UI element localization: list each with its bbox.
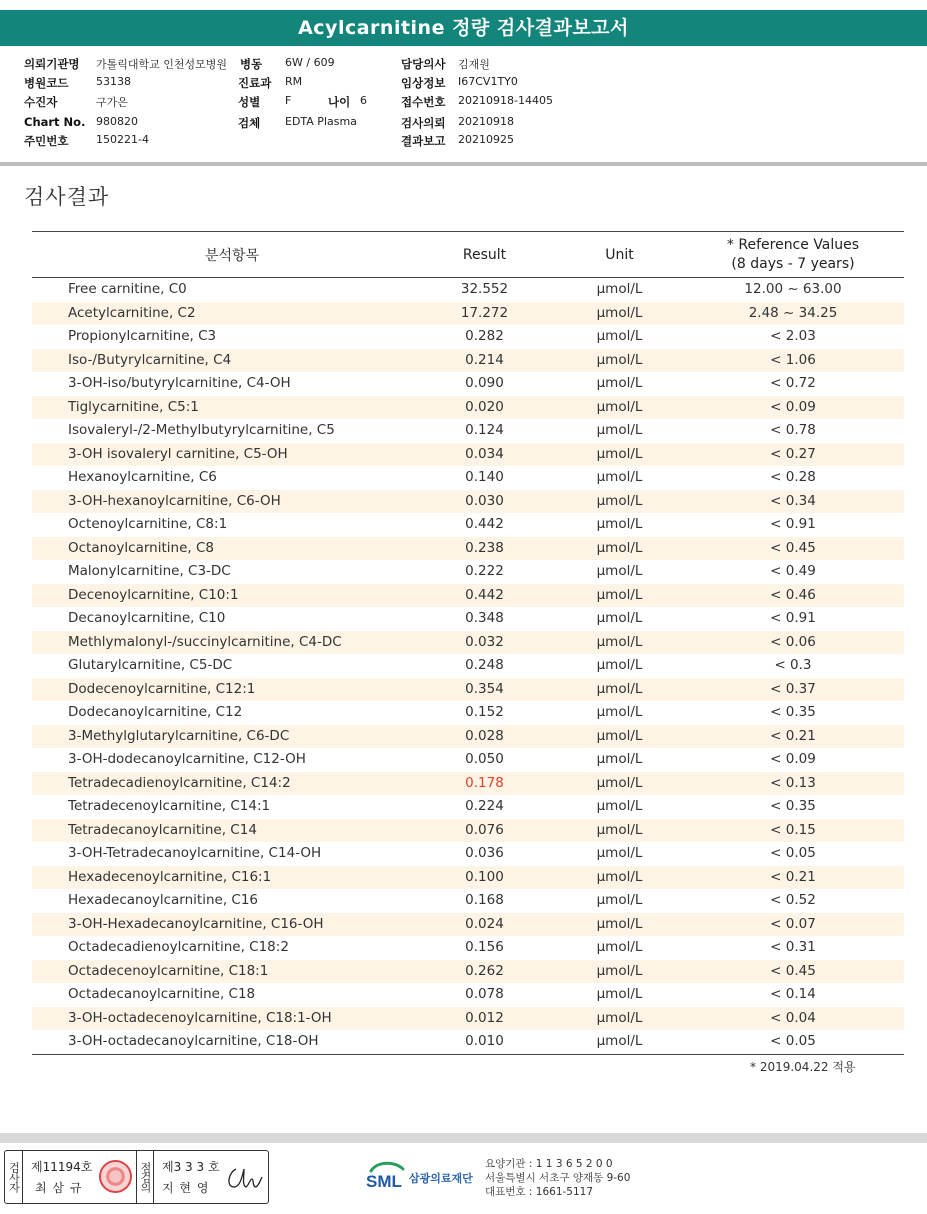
- analyte-name: 3-OH-octadecanoylcarnitine, C18-OH: [68, 1033, 319, 1049]
- unit-value: μmol/L: [596, 986, 643, 1002]
- analyte-name: Dodecenoylcarnitine, C12:1: [68, 680, 256, 697]
- examiner-license: 제11194호: [31, 1160, 93, 1174]
- result-value: 0.050: [465, 751, 504, 767]
- unit-value: μmol/L: [596, 962, 643, 979]
- result-value: 0.028: [465, 727, 504, 744]
- reference-value: < 2.03: [770, 328, 816, 344]
- unit-value: μmol/L: [596, 281, 643, 297]
- header-result: Result: [462, 246, 507, 263]
- table-row: [32, 513, 904, 537]
- table-row: [32, 889, 904, 913]
- reference-value: < 0.15: [770, 821, 816, 838]
- reference-footnote: * 2019.04.22 적용: [750, 1060, 856, 1074]
- ward-label: 병동: [240, 57, 263, 71]
- report-date-label: 결과보고: [401, 134, 446, 148]
- examiner-label: 검사자: [5, 1151, 23, 1203]
- unit-value: μmol/L: [596, 892, 643, 908]
- table-row: [32, 560, 904, 584]
- resident-no-label: 주민번호: [24, 134, 69, 148]
- chart-no-label: Chart No.: [24, 115, 86, 129]
- result-value: 0.020: [465, 398, 504, 415]
- analyte-name: Octenoylcarnitine, C8:1: [68, 516, 228, 532]
- department-value: RM: [285, 75, 303, 88]
- unit-value: μmol/L: [596, 516, 643, 532]
- unit-value: μmol/L: [596, 445, 643, 462]
- analyte-name: 3-OH-dodecanoylcarnitine, C12-OH: [68, 751, 306, 767]
- result-value: 0.012: [465, 1009, 504, 1026]
- result-value: 0.248: [465, 657, 504, 673]
- unit-value: μmol/L: [596, 1009, 643, 1026]
- analyte-name: 3-OH-Hexadecanoylcarnitine, C16-OH: [68, 915, 324, 932]
- result-value: 0.348: [465, 610, 504, 626]
- analyte-name: 3-OH-iso/butyrylcarnitine, C4-OH: [68, 375, 291, 391]
- analyte-name: 3-OH-hexanoylcarnitine, C6-OH: [68, 492, 281, 509]
- reference-value: < 0.04: [770, 1009, 816, 1026]
- analyte-name: Tiglycarnitine, C5:1: [68, 398, 199, 415]
- table-row: [32, 819, 904, 843]
- reference-value: < 0.05: [770, 845, 816, 861]
- resident-no-value: 150221-4: [96, 133, 149, 146]
- result-value: 0.090: [465, 375, 504, 391]
- header-reference: [682, 232, 904, 277]
- analyte-name: 3-OH-octadecenoylcarnitine, C18:1-OH: [68, 1009, 332, 1026]
- table-row: [32, 537, 904, 561]
- reference-value: < 0.91: [770, 516, 816, 532]
- table-row: [32, 278, 904, 302]
- unit-value: μmol/L: [596, 586, 643, 603]
- unit-value: μmol/L: [596, 939, 643, 955]
- clinical-info-label: 임상정보: [401, 76, 446, 90]
- unit-value: μmol/L: [596, 821, 643, 838]
- analyte-name: Isovaleryl-/2-Methylbutyrylcarnitine, C5: [68, 422, 335, 438]
- reference-value: < 0.52: [770, 892, 816, 908]
- signature-box: [4, 1150, 269, 1204]
- analyte-name: Methlymalonyl-/succinylcarnitine, C4-DC: [68, 633, 342, 650]
- table-row: [32, 701, 904, 725]
- result-value: 32.552: [460, 281, 509, 297]
- result-value: 0.124: [465, 422, 504, 438]
- results-table: [32, 231, 904, 1055]
- unit-value: μmol/L: [596, 563, 643, 579]
- unit-value: μmol/L: [596, 680, 643, 697]
- table-row: [32, 795, 904, 819]
- unit-value: μmol/L: [596, 915, 643, 932]
- results-table-body: [32, 278, 904, 1054]
- table-row: [32, 842, 904, 866]
- analyte-name: Octadecadienoylcarnitine, C18:2: [68, 939, 289, 955]
- table-row: [32, 372, 904, 396]
- unit-value: μmol/L: [596, 375, 643, 391]
- unit-value: μmol/L: [596, 422, 643, 438]
- unit-value: μmol/L: [596, 492, 643, 509]
- footer-divider: [0, 1133, 927, 1143]
- reference-value: < 0.13: [770, 774, 816, 791]
- table-row: [32, 584, 904, 608]
- analyte-name: Hexadecenoylcarnitine, C16:1: [68, 868, 272, 885]
- analyte-name: Hexanoylcarnitine, C6: [68, 469, 217, 485]
- analyte-name: Acetylcarnitine, C2: [68, 304, 196, 321]
- lab-contact: [485, 1157, 630, 1199]
- table-row: [32, 349, 904, 373]
- analyte-name: Iso-/Butyrylcarnitine, C4: [68, 351, 232, 368]
- result-value: 0.078: [465, 986, 504, 1002]
- examiner-name: 최 삼 규: [35, 1181, 83, 1195]
- reference-value: 12.00 ~ 63.00: [744, 281, 842, 297]
- reviewer-license: 제3 3 3 호: [162, 1160, 220, 1174]
- unit-value: μmol/L: [596, 657, 643, 673]
- result-value: 0.442: [465, 516, 504, 532]
- request-date-label: 검사의뢰: [401, 116, 446, 130]
- analyte-name: 3-OH-Tetradecanoylcarnitine, C14-OH: [68, 845, 322, 861]
- department-label: 진료과: [238, 76, 272, 90]
- analyte-name: Free carnitine, C0: [68, 281, 187, 297]
- result-value: 0.140: [465, 469, 504, 485]
- result-value: 0.152: [465, 704, 504, 720]
- reference-value: < 0.09: [770, 751, 816, 767]
- unit-value: μmol/L: [596, 351, 643, 368]
- header-reference-title: * Reference Values: [726, 236, 860, 253]
- reference-value: < 0.72: [770, 375, 816, 391]
- table-row: [32, 419, 904, 443]
- table-row: [32, 772, 904, 796]
- analyte-name: Malonylcarnitine, C3-DC: [68, 563, 231, 579]
- table-row: [32, 396, 904, 420]
- examiner-seal-icon: [99, 1160, 132, 1193]
- lab-footer: [365, 1157, 925, 1202]
- analyte-name: 3-OH isovaleryl carnitine, C5-OH: [68, 445, 288, 462]
- sml-logo-text: SML: [366, 1172, 402, 1191]
- patient-info: [0, 52, 927, 154]
- analyte-name: Octadecenoylcarnitine, C18:1: [68, 962, 269, 979]
- age-label: 나이: [328, 95, 351, 109]
- result-value: 0.034: [465, 445, 504, 462]
- reference-value: < 0.21: [770, 727, 816, 744]
- lab-phone: 대표번호 : 1661-5117: [485, 1186, 594, 1198]
- reviewer-label: 점검의: [136, 1151, 154, 1203]
- table-row: [32, 725, 904, 749]
- unit-value: μmol/L: [596, 845, 643, 861]
- reference-value: < 0.09: [770, 398, 816, 415]
- header-reference-range: (8 days - 7 years): [731, 255, 855, 272]
- header-item: 분석항목: [204, 247, 260, 264]
- result-value: 0.100: [465, 868, 504, 885]
- result-value: 17.272: [460, 304, 509, 321]
- reference-value: < 0.21: [770, 868, 816, 885]
- reference-value: < 0.27: [770, 445, 816, 462]
- reference-value: < 0.31: [770, 939, 816, 955]
- report-title: Acylcarnitine 정량 검사결과보고서: [0, 10, 927, 46]
- examinee-label: 수진자: [24, 95, 58, 109]
- results-section-title: 검사결과: [24, 185, 110, 209]
- table-row: [32, 654, 904, 678]
- header-divider: [0, 162, 927, 166]
- header-unit: Unit: [605, 246, 634, 263]
- result-value: 0.214: [465, 351, 504, 368]
- result-value: 0.222: [465, 563, 504, 579]
- sml-logo-icon: [365, 1159, 411, 1195]
- analyte-name: 3-Methylglutarylcarnitine, C6-DC: [68, 727, 290, 744]
- doctor-value: 김재원: [458, 58, 490, 71]
- table-row: [32, 302, 904, 326]
- receipt-no-label: 접수번호: [401, 95, 446, 109]
- institution-value: 가톨릭대학교 인천성모병원: [96, 58, 228, 71]
- ward-value: 6W / 609: [285, 56, 335, 69]
- reference-value: < 0.46: [770, 586, 816, 603]
- sex-value: F: [285, 94, 292, 107]
- institution-label: 의뢰기관명: [24, 57, 80, 71]
- table-row: [32, 960, 904, 984]
- unit-value: μmol/L: [596, 539, 643, 556]
- table-row: [32, 490, 904, 514]
- result-value: 0.238: [465, 539, 504, 556]
- reference-value: < 0.78: [770, 422, 816, 438]
- hospital-code-label: 병원코드: [24, 76, 69, 90]
- chart-no-value: 980820: [96, 115, 138, 128]
- table-row: [32, 631, 904, 655]
- analyte-name: Tetradecadienoylcarnitine, C14:2: [68, 774, 291, 791]
- receipt-no-value: 20210918-14405: [458, 94, 553, 107]
- result-value: 0.010: [465, 1033, 504, 1049]
- lab-agency-no: 요양기관 : 1 1 3 6 5 2 0 0: [485, 1158, 613, 1170]
- unit-value: μmol/L: [596, 751, 643, 767]
- table-row: [32, 1030, 904, 1054]
- age-value: 6: [360, 94, 367, 107]
- result-value: 0.168: [465, 892, 504, 908]
- doctor-label: 담당의사: [401, 57, 446, 71]
- table-row: [32, 913, 904, 937]
- analyte-name: Decanoylcarnitine, C10: [68, 610, 226, 626]
- analyte-name: Tetradecenoylcarnitine, C14:1: [68, 798, 271, 814]
- table-row: [32, 678, 904, 702]
- sex-label: 성별: [238, 95, 261, 109]
- reference-value: < 0.35: [770, 798, 816, 814]
- result-value: 0.156: [465, 939, 504, 955]
- request-date-value: 20210918: [458, 115, 514, 128]
- hospital-code-value: 53138: [96, 75, 131, 88]
- unit-value: μmol/L: [596, 398, 643, 415]
- unit-value: μmol/L: [596, 727, 643, 744]
- reference-value: < 0.28: [770, 469, 816, 485]
- reviewer-name: 지 현 영: [162, 1181, 210, 1195]
- unit-value: μmol/L: [596, 610, 643, 626]
- specimen-label: 검체: [238, 116, 261, 130]
- reference-value: < 0.34: [770, 492, 816, 509]
- reference-value: < 0.06: [770, 633, 816, 650]
- result-value: 0.262: [465, 962, 504, 979]
- unit-value: μmol/L: [596, 798, 643, 814]
- result-value: 0.032: [465, 633, 504, 650]
- reference-value: < 0.45: [770, 962, 816, 979]
- results-table-header: [32, 231, 904, 278]
- unit-value: μmol/L: [596, 774, 643, 791]
- reference-value: 2.48 ~ 34.25: [748, 304, 838, 321]
- reference-value: < 0.45: [770, 539, 816, 556]
- unit-value: μmol/L: [596, 304, 643, 321]
- lab-name: 삼광의료재단: [409, 1172, 473, 1185]
- unit-value: μmol/L: [596, 328, 643, 344]
- analyte-name: Dodecanoylcarnitine, C12: [68, 704, 243, 720]
- reference-value: < 0.07: [770, 915, 816, 932]
- result-value: 0.282: [465, 328, 504, 344]
- table-row: [32, 1007, 904, 1031]
- table-row: [32, 983, 904, 1007]
- analyte-name: Glutarylcarnitine, C5-DC: [68, 657, 233, 673]
- clinical-info-value: I67CV1TY0: [458, 75, 518, 88]
- result-value: 0.224: [465, 798, 504, 814]
- specimen-value: EDTA Plasma: [285, 115, 357, 128]
- table-row: [32, 466, 904, 490]
- reference-value: < 0.05: [770, 1033, 816, 1049]
- table-row: [32, 607, 904, 631]
- result-value: 0.354: [465, 680, 504, 697]
- table-row: [32, 866, 904, 890]
- table-row: [32, 936, 904, 960]
- reference-value: < 0.3: [774, 657, 812, 673]
- result-value: 0.030: [465, 492, 504, 509]
- table-row: [32, 748, 904, 772]
- analyte-name: Decenoylcarnitine, C10:1: [68, 586, 239, 603]
- analyte-name: Propionylcarnitine, C3: [68, 328, 217, 344]
- reference-value: < 0.49: [770, 563, 816, 579]
- reference-value: < 1.06: [770, 351, 816, 368]
- unit-value: μmol/L: [596, 704, 643, 720]
- report-date-value: 20210925: [458, 133, 514, 146]
- unit-value: μmol/L: [596, 633, 643, 650]
- lab-address: 서울특별시 서초구 양재동 9-60: [485, 1172, 631, 1184]
- unit-value: μmol/L: [596, 469, 643, 485]
- reference-value: < 0.91: [770, 610, 816, 626]
- unit-value: μmol/L: [596, 1033, 643, 1049]
- analyte-name: Octanoylcarnitine, C8: [68, 539, 214, 556]
- table-row: [32, 325, 904, 349]
- reference-value: < 0.37: [770, 680, 816, 697]
- analyte-name: Octadecanoylcarnitine, C18: [68, 986, 256, 1002]
- analyte-name: Tetradecanoylcarnitine, C14: [68, 821, 257, 838]
- reference-value: < 0.14: [770, 986, 816, 1002]
- table-row: [32, 443, 904, 467]
- result-value: 0.024: [465, 915, 504, 932]
- table-bottom-rule: [32, 1054, 904, 1055]
- result-value: 0.442: [465, 586, 504, 603]
- examinee-value: 구가은: [96, 96, 128, 109]
- analyte-name: Hexadecanoylcarnitine, C16: [68, 892, 259, 908]
- result-value: 0.036: [465, 845, 504, 861]
- unit-value: μmol/L: [596, 868, 643, 885]
- result-value: 0.076: [465, 821, 504, 838]
- reviewer-signature-icon: [224, 1163, 264, 1193]
- reference-value: < 0.35: [770, 704, 816, 720]
- result-value: 0.178: [465, 774, 504, 791]
